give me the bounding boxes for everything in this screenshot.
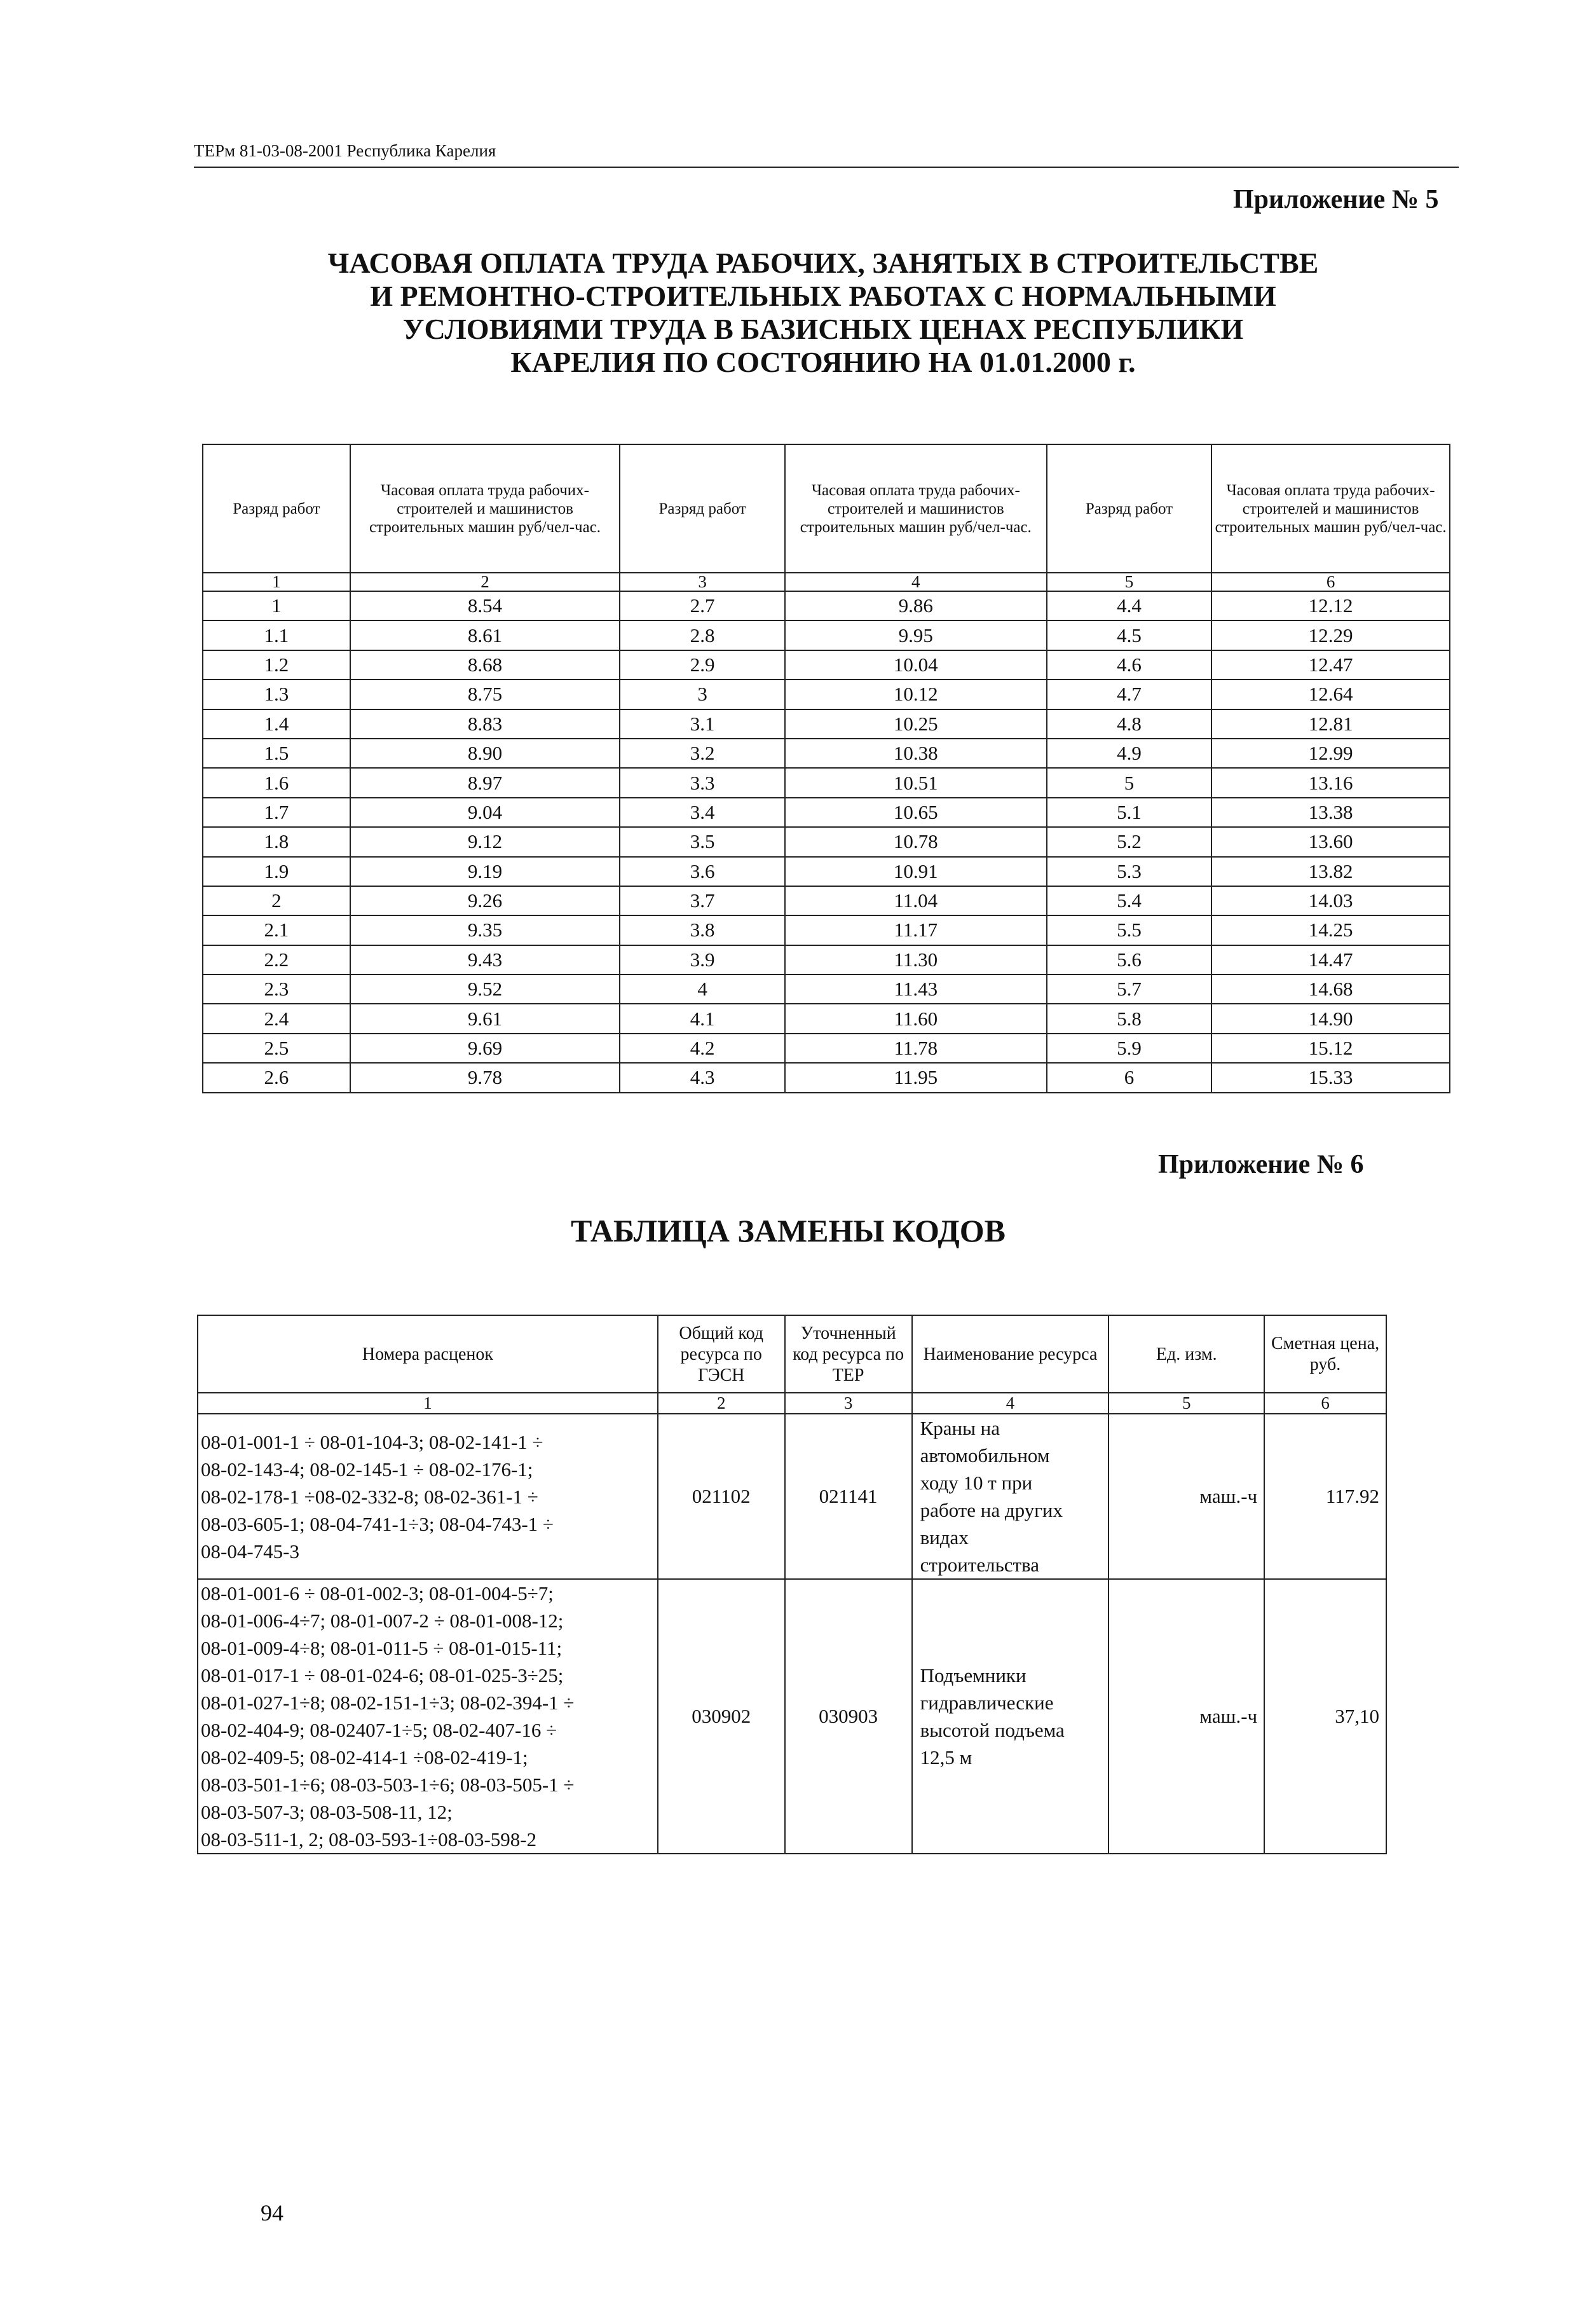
hourly-rate-cell: 9.78 xyxy=(350,1063,620,1092)
ter-code-cell: 030903 xyxy=(785,1579,912,1854)
hourly-rate-cell: 9.12 xyxy=(350,827,620,856)
column-number-row xyxy=(203,573,1450,591)
code-table-body xyxy=(198,1414,1386,1854)
rate-codes-line: 08-03-501-1÷6; 08-03-503-1÷6; 08-03-505-1 ÷ xyxy=(201,1774,575,1796)
hourly-rate-cell: 8.61 xyxy=(350,620,620,650)
rate-codes-line: 08-01-006-4÷7; 08-01-007-2 ÷ 08-01-008-12; xyxy=(201,1610,564,1632)
rate-codes-line: 08-01-001-1 ÷ 08-01-104-3; 08-02-141-1 ÷ xyxy=(201,1430,543,1453)
table-row xyxy=(203,975,1450,1004)
work-grade-cell: 3.3 xyxy=(620,768,785,797)
hourly-rate-cell: 9.35 xyxy=(350,915,620,945)
hourly-rate-cell: 12.99 xyxy=(1211,739,1450,768)
title-line: И РЕМОНТНО-СТРОИТЕЛЬНЫХ РАБОТАХ С НОРМАЛЬНЫМИ xyxy=(370,280,1276,312)
work-grade-cell: 6 xyxy=(1047,1063,1212,1092)
work-grade-cell: 1.5 xyxy=(203,739,350,768)
hourly-rate-cell: 13.38 xyxy=(1211,798,1450,827)
column-number-row xyxy=(198,1393,1386,1414)
hourly-rate-cell: 8.68 xyxy=(350,650,620,680)
column-number: 4 xyxy=(912,1393,1109,1414)
work-grade-cell: 1.6 xyxy=(203,768,350,797)
hourly-rate-cell: 13.82 xyxy=(1211,857,1450,886)
hourly-rate-cell: 11.78 xyxy=(785,1034,1047,1063)
title-line: ЧАСОВАЯ ОПЛАТА ТРУДА РАБОЧИХ, ЗАНЯТЫХ В СТРОИТЕЛЬСТВЕ xyxy=(327,247,1319,279)
hourly-rate-cell: 9.19 xyxy=(350,857,620,886)
hourly-rate-cell: 12.64 xyxy=(1211,680,1450,709)
rate-codes-line: 08-02-178-1 ÷08-02-332-8; 08-02-361-1 ÷ xyxy=(201,1485,538,1508)
price-cell: 117.92 xyxy=(1264,1414,1386,1579)
table-row xyxy=(203,945,1450,975)
hourly-rate-cell: 8.83 xyxy=(350,709,620,739)
column-number: 3 xyxy=(620,573,785,591)
hourly-rate-cell: 8.97 xyxy=(350,768,620,797)
work-grade-cell: 5.2 xyxy=(1047,827,1212,856)
work-grade-cell: 5.9 xyxy=(1047,1034,1212,1063)
hourly-rate-cell: 9.26 xyxy=(350,886,620,915)
work-grade-cell: 5.3 xyxy=(1047,857,1212,886)
rate-codes-line: 08-01-009-4÷8; 08-01-011-5 ÷ 08-01-015-11; xyxy=(201,1637,563,1659)
table-row xyxy=(203,1004,1450,1033)
rate-codes-line: 08-04-745-3 xyxy=(201,1540,299,1563)
hourly-rate-cell: 10.25 xyxy=(785,709,1047,739)
hourly-rate-cell: 12.81 xyxy=(1211,709,1450,739)
column-number: 6 xyxy=(1264,1393,1386,1414)
work-grade-cell: 5.8 xyxy=(1047,1004,1212,1033)
table-header-row xyxy=(203,444,1450,573)
rate-codes-line: 08-01-027-1÷8; 08-02-151-1÷3; 08-02-394-1 ÷ xyxy=(201,1692,575,1714)
hourly-rate-cell: 9.69 xyxy=(350,1034,620,1063)
table-row xyxy=(203,680,1450,709)
ter-code-cell: 021141 xyxy=(785,1414,912,1579)
title-line: КАРЕЛИЯ ПО СОСТОЯНИЮ НА 01.01.2000 г. xyxy=(510,346,1136,378)
hourly-rate-cell: 11.95 xyxy=(785,1063,1047,1092)
resource-name-line: Краны на xyxy=(920,1417,1000,1439)
table-row xyxy=(198,1414,1386,1579)
hourly-rate-cell: 9.86 xyxy=(785,591,1047,620)
appendix-5-label: Приложение № 5 xyxy=(1233,185,1439,214)
hourly-rate-cell: 11.60 xyxy=(785,1004,1047,1033)
work-grade-cell: 2.7 xyxy=(620,591,785,620)
work-grade-cell: 4.2 xyxy=(620,1034,785,1063)
unit-cell: маш.-ч xyxy=(1108,1414,1264,1579)
rate-codes-line: 08-01-001-6 ÷ 08-01-002-3; 08-01-004-5÷7; xyxy=(201,1582,554,1604)
work-grade-cell: 3.7 xyxy=(620,886,785,915)
resource-name-line: автомобильном xyxy=(920,1444,1050,1467)
hourly-rate-cell: 8.54 xyxy=(350,591,620,620)
work-grade-cell: 2.3 xyxy=(203,975,350,1004)
hourly-rate-cell: 14.68 xyxy=(1211,975,1450,1004)
work-grade-cell: 1 xyxy=(203,591,350,620)
column-number: 1 xyxy=(198,1393,658,1414)
work-grade-cell: 2.4 xyxy=(203,1004,350,1033)
work-grade-cell: 2.6 xyxy=(203,1063,350,1092)
hourly-rate-cell: 14.47 xyxy=(1211,945,1450,975)
rate-codes-line: 08-01-017-1 ÷ 08-01-024-6; 08-01-025-3÷25; xyxy=(201,1664,564,1686)
work-grade-cell: 4.6 xyxy=(1047,650,1212,680)
table-row xyxy=(203,591,1450,620)
work-grade-cell: 4.4 xyxy=(1047,591,1212,620)
hourly-rate-cell: 15.33 xyxy=(1211,1063,1450,1092)
hourly-rate-cell: 9.95 xyxy=(785,620,1047,650)
work-grade-cell: 3.1 xyxy=(620,709,785,739)
header-cell: Общий код ресурса по ГЭСН xyxy=(658,1315,785,1393)
work-grade-cell: 5 xyxy=(1047,768,1212,797)
table-row xyxy=(203,768,1450,797)
work-grade-cell: 5.5 xyxy=(1047,915,1212,945)
work-grade-cell: 4.3 xyxy=(620,1063,785,1092)
column-number: 6 xyxy=(1211,573,1450,591)
header-cell: Часовая оплата труда рабочих-строителей и машинистов строительных машин руб/чел-час. xyxy=(785,444,1047,573)
hourly-rate-cell: 12.47 xyxy=(1211,650,1450,680)
rate-codes-line: 08-02-143-4; 08-02-145-1 ÷ 08-02-176-1; xyxy=(201,1458,533,1481)
title-line: УСЛОВИЯМИ ТРУДА В БАЗИСНЫХ ЦЕНАХ РЕСПУБЛИКИ xyxy=(402,313,1244,345)
code-replacement-table xyxy=(197,1315,1387,1854)
column-number: 1 xyxy=(203,573,350,591)
table-row xyxy=(203,1034,1450,1063)
hourly-rate-cell: 10.04 xyxy=(785,650,1047,680)
column-number: 2 xyxy=(658,1393,785,1414)
work-grade-cell: 2.8 xyxy=(620,620,785,650)
table-row xyxy=(203,886,1450,915)
resource-name-cell xyxy=(912,1414,1109,1579)
gesn-code-cell: 021102 xyxy=(658,1414,785,1579)
appendix-6-label: Приложение № 6 xyxy=(1158,1150,1364,1179)
work-grade-cell: 4 xyxy=(620,975,785,1004)
work-grade-cell: 2.1 xyxy=(203,915,350,945)
table-header-row xyxy=(198,1315,1386,1393)
work-grade-cell: 3 xyxy=(620,680,785,709)
header-cell: Разряд работ xyxy=(1047,444,1212,573)
rate-codes-line: 08-03-507-3; 08-03-508-11, 12; xyxy=(201,1801,453,1823)
hourly-rate-cell: 14.25 xyxy=(1211,915,1450,945)
resource-name-line: гидравлические xyxy=(920,1692,1054,1714)
column-number: 3 xyxy=(785,1393,912,1414)
hourly-rate-cell: 15.12 xyxy=(1211,1034,1450,1063)
hourly-rate-cell: 10.51 xyxy=(785,768,1047,797)
hourly-rate-cell: 10.91 xyxy=(785,857,1047,886)
rate-codes-cell xyxy=(198,1579,658,1854)
header-cell: Часовая оплата труда рабочих-строителей и машинистов строительных машин руб/чел-час. xyxy=(350,444,620,573)
work-grade-cell: 3.6 xyxy=(620,857,785,886)
work-grade-cell: 5.6 xyxy=(1047,945,1212,975)
work-grade-cell: 1.4 xyxy=(203,709,350,739)
page-number: 94 xyxy=(261,2200,283,2226)
hourly-rate-cell: 14.90 xyxy=(1211,1004,1450,1033)
resource-name-line: работе на других xyxy=(920,1499,1063,1521)
resource-name-line: 12,5 м xyxy=(920,1746,972,1768)
hourly-rate-cell: 10.78 xyxy=(785,827,1047,856)
work-grade-cell: 1.3 xyxy=(203,680,350,709)
hourly-rate-cell: 11.04 xyxy=(785,886,1047,915)
column-number: 5 xyxy=(1108,1393,1264,1414)
work-grade-cell: 2.9 xyxy=(620,650,785,680)
table-row xyxy=(203,709,1450,739)
appendix-6-title: ТАБЛИЦА ЗАМЕНЫ КОДОВ xyxy=(570,1213,1006,1248)
table-row xyxy=(203,915,1450,945)
column-number: 4 xyxy=(785,573,1047,591)
header-cell: Ед. изм. xyxy=(1108,1315,1264,1393)
hourly-rate-cell: 9.04 xyxy=(350,798,620,827)
rate-codes-line: 08-03-605-1; 08-04-741-1÷3; 08-04-743-1 ÷ xyxy=(201,1512,554,1535)
table-row xyxy=(203,620,1450,650)
rate-codes-cell xyxy=(198,1414,658,1579)
rate-codes-line: 08-03-511-1, 2; 08-03-593-1÷08-03-598-2 xyxy=(201,1828,537,1850)
work-grade-cell: 5.1 xyxy=(1047,798,1212,827)
work-grade-cell: 4.9 xyxy=(1047,739,1212,768)
work-grade-cell: 1.2 xyxy=(203,650,350,680)
resource-name-line: видах xyxy=(920,1526,969,1549)
hourly-rate-cell: 13.16 xyxy=(1211,768,1450,797)
work-grade-cell: 1.8 xyxy=(203,827,350,856)
hourly-rate-cell: 10.38 xyxy=(785,739,1047,768)
header-cell: Уточненный код ресурса по ТЕР xyxy=(785,1315,912,1393)
work-grade-cell: 4.1 xyxy=(620,1004,785,1033)
hourly-rate-cell: 10.12 xyxy=(785,680,1047,709)
work-grade-cell: 4.8 xyxy=(1047,709,1212,739)
hourly-rate-cell: 8.90 xyxy=(350,739,620,768)
work-grade-cell: 5.7 xyxy=(1047,975,1212,1004)
wage-table-body xyxy=(203,591,1450,1093)
work-grade-cell: 3.8 xyxy=(620,915,785,945)
work-grade-cell: 4.7 xyxy=(1047,680,1212,709)
resource-name-line: строительства xyxy=(920,1554,1040,1576)
column-number: 5 xyxy=(1047,573,1212,591)
work-grade-cell: 4.5 xyxy=(1047,620,1212,650)
hourly-rate-cell: 8.75 xyxy=(350,680,620,709)
work-grade-cell: 1.7 xyxy=(203,798,350,827)
table-row xyxy=(198,1579,1386,1854)
column-number: 2 xyxy=(350,573,620,591)
work-grade-cell: 5.4 xyxy=(1047,886,1212,915)
hourly-rate-cell: 12.29 xyxy=(1211,620,1450,650)
rate-codes-line: 08-02-404-9; 08-02407-1÷5; 08-02-407-16 ÷ xyxy=(201,1719,557,1741)
hourly-rate-cell: 13.60 xyxy=(1211,827,1450,856)
gesn-code-cell: 030902 xyxy=(658,1579,785,1854)
rate-codes-line: 08-02-409-5; 08-02-414-1 ÷08-02-419-1; xyxy=(201,1746,528,1768)
running-header: ТЕРм 81-03-08-2001 Республика Карелия xyxy=(194,141,496,160)
table-row xyxy=(203,650,1450,680)
work-grade-cell: 3.4 xyxy=(620,798,785,827)
hourly-rate-cell: 11.17 xyxy=(785,915,1047,945)
work-grade-cell: 1.9 xyxy=(203,857,350,886)
hourly-rate-cell: 12.12 xyxy=(1211,591,1450,620)
header-cell: Наименование ресурса xyxy=(912,1315,1109,1393)
table-row xyxy=(203,1063,1450,1092)
hourly-rate-cell: 10.65 xyxy=(785,798,1047,827)
header-cell: Часовая оплата труда рабочих-строителей и машинистов строительных машин руб/чел-час. xyxy=(1211,444,1450,573)
table-row xyxy=(203,827,1450,856)
hourly-rate-cell: 11.43 xyxy=(785,975,1047,1004)
hourly-rate-cell: 9.61 xyxy=(350,1004,620,1033)
header-cell: Сметная цена, руб. xyxy=(1264,1315,1386,1393)
hourly-rate-cell: 11.30 xyxy=(785,945,1047,975)
resource-name-line: высотой подъема xyxy=(920,1719,1065,1741)
resource-name-line: Подъемники xyxy=(920,1664,1026,1686)
work-grade-cell: 3.2 xyxy=(620,739,785,768)
header-cell: Номера расценок xyxy=(198,1315,658,1393)
table-row xyxy=(203,739,1450,768)
table-row xyxy=(203,798,1450,827)
hourly-rate-cell: 14.03 xyxy=(1211,886,1450,915)
resource-name-cell xyxy=(912,1579,1109,1854)
resource-name-line: ходу 10 т при xyxy=(920,1472,1033,1494)
hourly-wage-table xyxy=(202,444,1450,1093)
header-rule xyxy=(194,167,1459,168)
work-grade-cell: 2 xyxy=(203,886,350,915)
table-row xyxy=(203,857,1450,886)
work-grade-cell: 3.5 xyxy=(620,827,785,856)
price-cell: 37,10 xyxy=(1264,1579,1386,1854)
header-cell: Разряд работ xyxy=(620,444,785,573)
work-grade-cell: 1.1 xyxy=(203,620,350,650)
header-cell: Разряд работ xyxy=(203,444,350,573)
work-grade-cell: 2.5 xyxy=(203,1034,350,1063)
hourly-rate-cell: 9.52 xyxy=(350,975,620,1004)
unit-cell: маш.-ч xyxy=(1108,1579,1264,1854)
appendix-5-title xyxy=(191,247,1456,379)
work-grade-cell: 2.2 xyxy=(203,945,350,975)
hourly-rate-cell: 9.43 xyxy=(350,945,620,975)
work-grade-cell: 3.9 xyxy=(620,945,785,975)
